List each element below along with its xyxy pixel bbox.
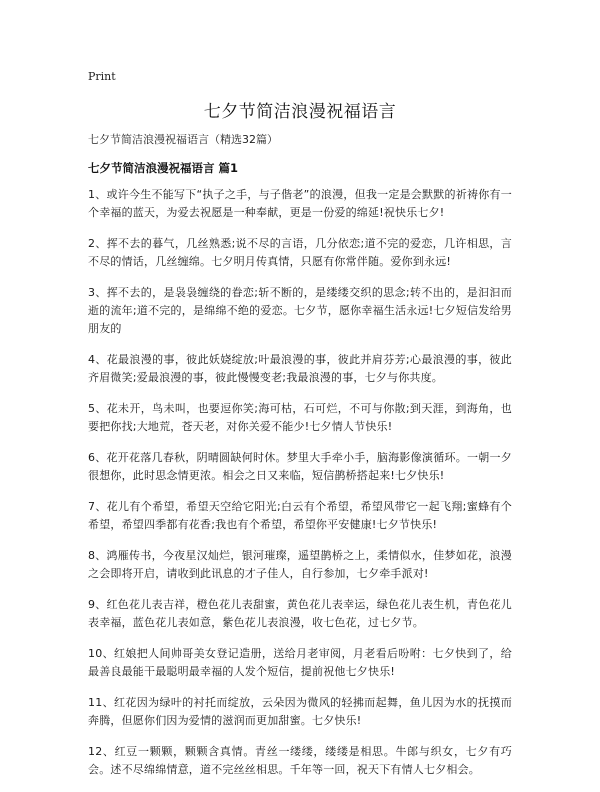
paragraph: 7、花儿有个希望，希望天空给它阳光;白云有个希望，希望风带它一起飞翔;蜜蜂有个希望，希望四季都有花香;我也有个希望，希望你平安健康!七夕节快乐! (88, 500, 512, 531)
print-link[interactable]: Print (88, 70, 116, 83)
paragraph: 1、或许今生不能写下“执子之手，与子偕老”的浪漫，但我一定是会默默的祈祷你有一个幸福的蓝天，为爱去祝愿是一种奉献，更是一份爱的绵延!祝快乐七夕! (88, 188, 512, 219)
paragraph: 10、红娘把人间帅哥美女登记造册，送给月老审阅，月老看后吩咐：七夕快到了，给最善良最能干最聪明最幸福的人发个短信，提前祝他七夕快乐! (88, 647, 512, 678)
page-title: 七夕节简洁浪漫祝福语言 (203, 102, 397, 122)
section-heading: 七夕节简洁浪漫祝福语言 篇1 (88, 161, 239, 175)
paragraph: 6、花开花落几春秋，阴晴圆缺何时休。梦里大手牵小手，脑海影像演循环。一朝一夕很想你，此时思念情更浓。相会之日又来临，短信鹊桥搭起来!七夕快乐! (88, 451, 512, 482)
paragraph: 9、红色花儿表吉祥，橙色花儿表甜蜜，黄色花儿表幸运，绿色花儿表生机，青色花儿表幸福，蓝色花儿表如意，紫色花儿表浪漫，收七色花，过七夕节。 (88, 598, 512, 629)
paragraph: 4、花最浪漫的事，彼此妖娆绽放;叶最浪漫的事，彼此并肩芬芳;心最浪漫的事，彼此齐眉微笑;爱最浪漫的事，彼此慢慢变老;我最浪漫的事，七夕与你共度。 (88, 353, 512, 384)
paragraph-list (88, 186, 512, 792)
paragraph: 2、挥不去的暮气，几丝熟悉;说不尽的言语，几分依恋;道不完的爱恋，几许相思，言不尽的情话，几丝缠绵。七夕明月传真情，只愿有你常伴随。爱你到永远! (88, 237, 512, 268)
paragraph: 3、挥不去的，是袅袅缠绕的眷恋;斩不断的，是缕缕交织的思念;转不出的，是汩汩而逝的流年;道不完的，是绵绵不绝的爱恋。七夕节，愿你幸福生活永远!七夕短信发给男朋友的 (88, 286, 512, 335)
paragraph: 11、红花因为绿叶的衬托而绽放，云朵因为微风的轻拂而起舞，鱼儿因为水的抚摸而奔腾，但愿你们因为爱情的滋润而更加甜蜜。七夕快乐! (88, 696, 512, 727)
paragraph: 8、鸿雁传书，今夜星汉灿烂，银河璀璨，遥望鹊桥之上，柔情似水，佳梦如花，浪漫之会即将开启，请收到此讯息的才子佳人，自行参加，七夕牵手派对! (88, 549, 512, 580)
paragraph: 5、花未开，鸟未叫，也要逗你笑;海可枯，石可烂，不可与你散;到天涯，到海角，也要把你找;大地荒，苍天老，对你关爱不能少!七夕情人节快乐! (88, 402, 512, 433)
document-subtitle: 七夕节简洁浪漫祝福语言（精选32篇） (88, 133, 278, 146)
paragraph: 12、红豆一颗颗，颗颗含真情。青丝一缕缕，缕缕是相思。牛郎与织女，七夕有巧会。述不尽绵绵情意，道不完丝丝相思。千年等一回，祝天下有情人七夕相会。 (88, 745, 512, 776)
